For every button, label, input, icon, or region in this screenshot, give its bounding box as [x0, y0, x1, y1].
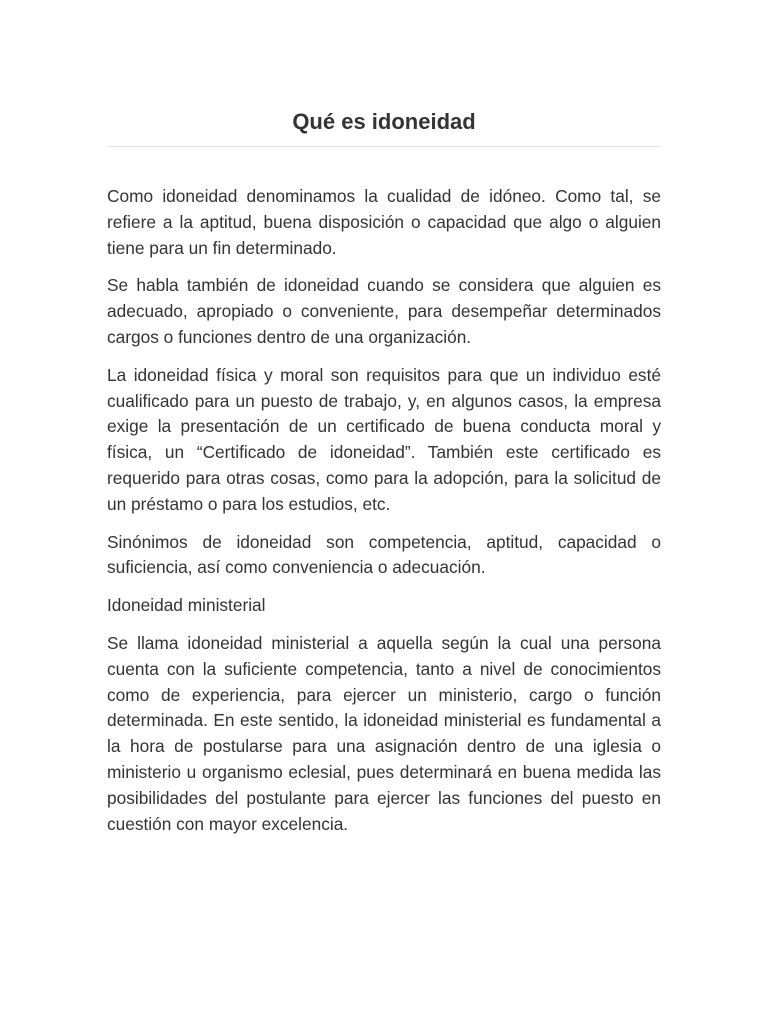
paragraph-ministerial: Se llama idoneidad ministerial a aquella según la cual una persona cuenta con la suficiente competencia, tanto a nivel de conocimientos como de experiencia, para ejercer un ministerio, cargo o función determinada. En este sentido, la idoneidad ministerial es fundamental a la hora de postularse para una asignación dentro de una iglesia o ministerio u organismo eclesial, pues determinará en buena medida las posibilidades del postulante para ejercer las funciones del puesto en cuestión con mayor excelencia. — [107, 632, 661, 834]
paragraph-physical-moral: La idoneidad física y moral son requisitos para que un individuo esté cualificado para un puesto de trabajo, y, en algunos casos, la empresa exige la presentación de un certificado de buena conducta moral y física, un “Certificado de idoneidad”. También este certificado es requerido para otras cosas, como para la adopción, para la solicitud de un préstamo o para los estudios, etc. — [107, 364, 661, 514]
subheading-ministerial: Idoneidad ministerial — [107, 595, 266, 616]
title-divider — [107, 146, 661, 147]
paragraph-organization: Se habla también de idoneidad cuando se considera que alguien es adecuado, apropiado o conveniente, para desempeñar determinados cargos o funciones dentro de una organización. — [107, 275, 661, 347]
document-page — [107, 0, 661, 849]
paragraph-definition: Como idoneidad denominamos la cualidad de idóneo. Como tal, se refiere a la aptitud, buena disposición o capacidad que algo o alguien tiene para un fin determinado. — [107, 186, 661, 258]
page-title: Qué es idoneidad — [292, 109, 476, 134]
article-body — [107, 184, 661, 837]
paragraph-synonyms: Sinónimos de idoneidad son competencia, aptitud, capacidad o suficiencia, así como conveniencia o adecuación. — [107, 531, 661, 578]
